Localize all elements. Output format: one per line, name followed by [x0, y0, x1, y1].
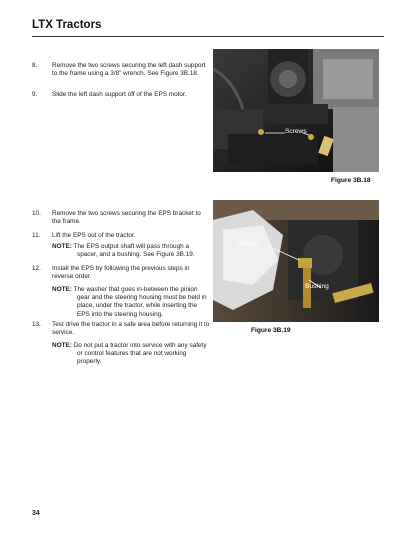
note-washer [52, 286, 210, 319]
step-text: Remove the two screws securing the EPS bracket to the frame. [52, 210, 201, 226]
note-label: NOTE: [52, 342, 72, 349]
note-output-shaft [52, 243, 210, 259]
step-10 [32, 210, 210, 226]
note-text: The washer that goes in-between the pinion gear and the steering housing must be held in place, under the tractor, while inserting the EPS into the steering housing. [71, 286, 207, 318]
page-header-title: LTX Tractors [32, 19, 102, 31]
step-number: 10. [32, 210, 41, 217]
step-9 [32, 91, 210, 99]
step-text: Install the EPS by following the previous steps in reverse order. [52, 265, 190, 281]
callout-screws: Screws [285, 128, 307, 135]
step-number: 11. [32, 232, 41, 239]
step-text: Test drive the tractor in a safe area before returning it to service. [52, 321, 210, 337]
step-11 [32, 232, 210, 240]
step-13 [32, 321, 210, 337]
note-label: NOTE: [52, 243, 72, 250]
note-text: Do not put a tractor into service with any safety or control features that are not working properly. [71, 342, 207, 366]
step-8 [32, 62, 210, 78]
note-label: NOTE: [52, 286, 72, 293]
step-number: 12. [32, 265, 41, 272]
step-number: 9. [32, 91, 38, 98]
note-safety [52, 342, 210, 367]
tractor-dash-support-photo [213, 49, 379, 172]
figure-3b18-photo [213, 49, 379, 172]
tractor-eps-shaft-photo [213, 200, 379, 322]
step-text: Lift the EPS out of the tractor. [52, 232, 136, 239]
page-number: 34 [32, 510, 40, 517]
header-divider [32, 36, 384, 37]
callout-spacer: Spacer [237, 240, 258, 247]
step-number: 8. [32, 62, 38, 69]
step-text: Slide the left dash support off of the EPS motor. [52, 91, 187, 98]
callout-bushing: Bushing [305, 283, 329, 290]
figure-3b18-caption: Figure 3B.18 [331, 177, 371, 184]
step-text: Remove the two screws securing the left dash support to the frame using a 3/8” wrench. See Figure 3B.18. [52, 62, 206, 78]
step-12 [32, 265, 210, 281]
figure-3b19-caption: Figure 3B.19 [251, 327, 291, 334]
figure-3b19-photo [213, 200, 379, 322]
note-text: The EPS output shaft will pass through a spacer, and a bushing. See Figure 3B.19. [71, 243, 195, 259]
step-number: 13. [32, 321, 41, 328]
